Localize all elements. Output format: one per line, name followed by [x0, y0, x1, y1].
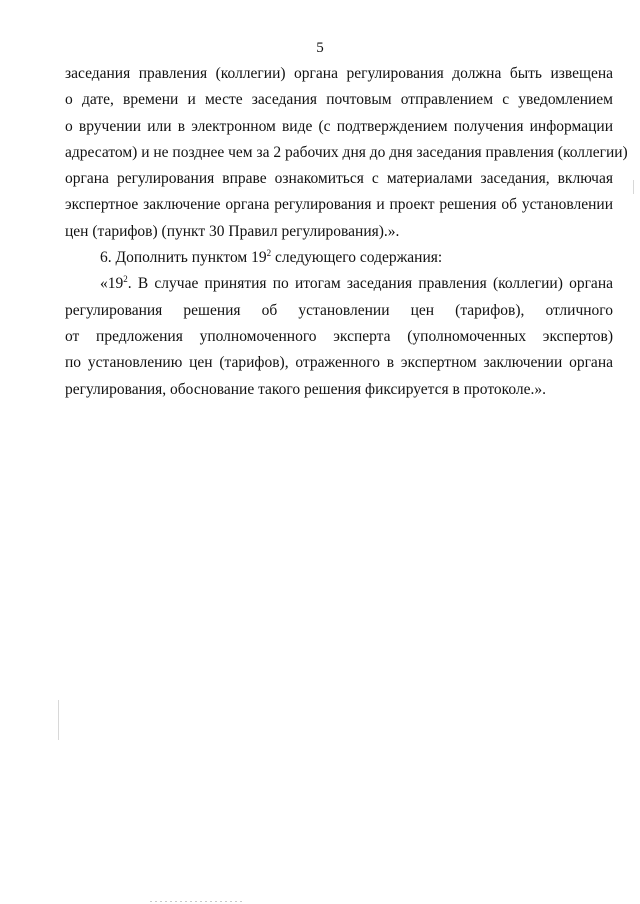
amendment-heading-text: следующего содержания:: [271, 249, 443, 267]
paragraph-line: по установлению цен (тарифов), отраженного в экспертном заключении органа: [65, 354, 613, 372]
amendment-heading: [65, 245, 613, 271]
superscript: 2: [123, 274, 128, 285]
paragraph-line: о дате, времени и месте заседания почтовым отправлением с уведомлением: [65, 91, 613, 109]
paragraph-line: о вручении или в электронном виде (с подтверждением получения информации: [65, 117, 613, 135]
paragraph-line: органа регулирования вправе ознакомиться с материалами заседания, включая: [65, 170, 613, 188]
page-number: 5: [316, 40, 324, 56]
superscript: 2: [266, 248, 272, 259]
document-body: [65, 61, 628, 403]
amendment-heading-text: 6. Дополнить пунктом 19: [100, 249, 267, 267]
paragraph-line: регулирования, обоснование такого решения фиксируется в протоколе.».: [65, 380, 547, 398]
scan-artifact: [633, 180, 634, 194]
paragraph-line: цен (тарифов) (пункт 30 Правил регулирования).».: [65, 222, 400, 240]
paragraph-line: от предложения уполномоченного эксперта (уполномоченных экспертов): [65, 327, 613, 345]
quote-start-text: «19: [100, 275, 124, 293]
paragraph-line: экспертное заключение органа регулирования и проект решения об установлении: [65, 196, 613, 214]
paragraph-line: регулирования решения об установлении цен (тарифов), отличного: [65, 301, 613, 319]
paragraph-line: заседания правления (коллегии) органа регулирования должна быть извещена: [65, 65, 613, 82]
paragraph-line: адресатом) и не позднее чем за 2 рабочих дня до дня заседания правления (коллегии): [65, 143, 628, 161]
scan-artifact: [58, 700, 59, 740]
scan-artifact: [150, 901, 245, 902]
paragraph-text: . В случае принятия по итогам заседания правления (коллегии) органа: [127, 275, 613, 293]
paragraph-line: [65, 271, 613, 297]
